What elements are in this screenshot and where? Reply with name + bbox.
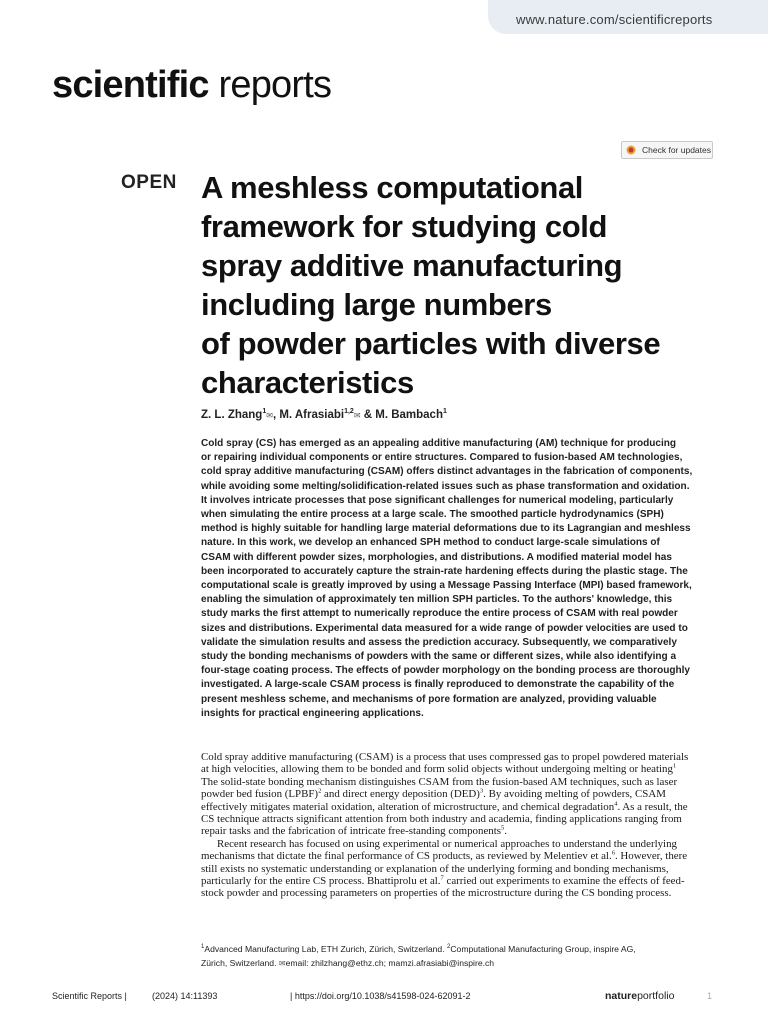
abstract-line: study marks the first attempt to numerically reproduce the entire process of CSAM with real powder — [201, 608, 678, 620]
body-text-segment: Cold spray additive manufacturing (CSAM) is a process that uses compressed gas to propel powdered materials — [201, 751, 689, 763]
journal-logo — [52, 64, 331, 107]
author-separator: & — [360, 408, 376, 421]
abstract-line: while avoiding some melting/solidification-related issues such as phase transformation and oxidation. — [201, 480, 690, 492]
abstract-line: computational scale is greatly improved by using a Message Passing Interface (MPI) based framework, — [201, 580, 692, 592]
email-icon[interactable]: ✉ — [353, 410, 361, 420]
citation-ref[interactable]: 2 — [318, 787, 322, 795]
abstract-line: method is highly suitable for handling large material deformations due to its Lagrangian and meshless — [201, 523, 691, 535]
citation-ref[interactable]: 3 — [479, 787, 484, 795]
body-line — [201, 763, 717, 775]
body-line — [201, 813, 717, 825]
check-for-updates-label: Check for updates — [642, 145, 711, 155]
journal-url[interactable]: www.nature.com/scientificreports — [516, 12, 713, 27]
body-text-segment: . — [504, 825, 507, 838]
body-text-segment: . By avoiding melting of powders, CSAM — [483, 788, 666, 801]
author-separator: , — [272, 408, 280, 421]
abstract-line: study the bonding mechanisms of powders with the same or different sizes, while also identifying a — [201, 651, 677, 663]
abstract — [201, 437, 717, 721]
title-line: spray additive manufacturing — [201, 248, 623, 283]
body-text-segment: at high velocities, allowing them to be bonded and form solid objects without undergoing melting or heating — [201, 763, 673, 776]
abstract-line: been incorporated to accurately capture the strain-rate hardening effects during the plastic stage. The — [201, 565, 688, 577]
body-text-segment: carried out experiments to examine the effects of feed- — [443, 875, 685, 888]
body-line — [201, 875, 717, 887]
email-icon: ✉ — [278, 958, 286, 968]
author-affil-sup: 1 — [442, 408, 447, 415]
body-text-segment: stock powder and processing parameters on properties of the microstructure during the CS bonding process. — [201, 887, 672, 900]
citation-ref[interactable]: 6 — [611, 849, 615, 857]
open-access-label: OPEN — [121, 172, 177, 193]
email-icon[interactable]: ✉ — [266, 410, 273, 420]
affiliation-2: Computational Manufacturing Group, inspire AG, — [450, 943, 636, 954]
publisher-light: portfolio — [637, 990, 675, 1002]
title-line: including large numbers — [201, 287, 552, 322]
body-text-segment: CS technique attracts significant attention from both industry and academia, finding applications ranging from — [201, 813, 682, 826]
abstract-line: cold spray additive manufacturing (CSAM) offers distinct advantages in the fabrication of components, — [201, 466, 693, 478]
page-number: 1 — [707, 991, 713, 1001]
citation-ref[interactable]: 7 — [440, 874, 444, 882]
email-addresses[interactable]: email: zhilzhang@ethz.ch; mamzi.afrasiabi@inspire.ch — [285, 957, 495, 968]
body-text-segment: The solid-state bonding mechanism distinguishes CSAM from the fusion-based AM techniques, such as laser — [201, 775, 678, 788]
title-line: A meshless computational — [201, 170, 584, 205]
publisher-bold: nature — [605, 990, 638, 1002]
author-list — [201, 408, 447, 421]
footer-doi-link[interactable]: | https://doi.org/10.1038/s41598-024-62091-2 — [290, 991, 471, 1001]
abstract-line: present meshless scheme, and mechanisms of pore formation are analyzed, providing valuable — [201, 693, 657, 705]
body-text-segment: powder bed fusion (LPBF) — [201, 788, 319, 801]
author-name[interactable]: M. Afrasiabi — [279, 408, 345, 421]
title-line: characteristics — [201, 365, 414, 400]
journal-name-bold: scientific — [52, 64, 209, 106]
affiliation-2-city: Zürich, Switzerland. — [201, 957, 279, 968]
abstract-line: sizes and distributions. Experimental data measured for a wide range of powder velocities are used to — [201, 622, 688, 634]
abstract-line: It involves intricate processes that pose significant challenges for numerical modeling, particularly — [201, 494, 674, 506]
body-line — [201, 838, 717, 850]
footer-volume: (2024) 14:11393 — [152, 991, 218, 1001]
abstract-line: when simulating the entire process at a large scale. The smoothed particle hydrodynamics (SPH) — [201, 509, 664, 521]
body-text-segment: and direct energy deposition (DED) — [321, 788, 480, 801]
url-tab — [488, 0, 768, 34]
citation-ref[interactable]: 4 — [614, 800, 618, 807]
body-text-segment: repair tasks and the fabrication of intricate free-standing components — [201, 825, 501, 838]
body-text-segment: . As a result, the — [617, 800, 688, 813]
abstract-line: nature. In this work, we develop an enhanced SPH method to conduct large-scale simulations of — [201, 537, 660, 549]
abstract-line: insights for practical engineering applications. — [201, 707, 424, 719]
affil-sup: 1 — [201, 944, 205, 950]
body-text-segment: Recent research has focused on using experimental or numerical approaches to understand the underlying — [217, 837, 677, 850]
abstract-line: Cold spray (CS) has emerged as an appealing additive manufacturing (AM) technique for producing — [201, 438, 677, 449]
body-line — [201, 863, 717, 875]
body-line — [201, 751, 717, 763]
author-name[interactable]: Z. L. Zhang — [201, 408, 263, 421]
affiliation-1: Advanced Manufacturing Lab, ETH Zurich, Zürich, Switzerland. — [204, 943, 447, 954]
citation-ref[interactable]: 1 — [672, 762, 677, 770]
author-affil-sup: 1,2 — [344, 408, 354, 415]
body-text-segment: mechanisms that dictate the final performance of CS products, as reviewed by Melentiev et al. — [201, 850, 612, 863]
body-line — [201, 850, 717, 862]
page-footer — [52, 991, 716, 1005]
title-line: of powder particles with diverse — [201, 326, 661, 361]
body-text-segment: . However, there — [614, 850, 688, 863]
affil-sup: 2 — [447, 944, 451, 950]
abstract-line: investigated. A large-scale CSAM process is finally reproduced to demonstrate the capability of the — [201, 679, 675, 691]
body-text — [201, 751, 717, 900]
body-line — [201, 887, 717, 899]
header-url-bar — [0, 0, 768, 38]
affiliations — [201, 940, 717, 971]
body-text-segment: still exists no systematic understanding or explanation of the underlying forming and bonding mechanisms, — [201, 862, 669, 875]
article-title — [201, 168, 721, 402]
check-for-updates-button[interactable] — [621, 141, 713, 159]
check-updates-icon — [626, 145, 636, 155]
body-line — [201, 776, 717, 788]
citation-ref[interactable]: 5 — [500, 824, 505, 832]
body-line — [201, 801, 717, 813]
publisher-logo — [605, 990, 674, 1002]
abstract-line: enabling the simulation of approximately ten million SPH particles. To the authors' knowledge, this — [201, 594, 673, 606]
author-affil-sup: 1 — [262, 408, 267, 415]
body-line — [201, 788, 717, 800]
author-name[interactable]: M. Bambach — [375, 408, 443, 421]
body-text-segment: particularly for the entire CS process. Bhattiprolu et al. — [201, 875, 441, 888]
body-line — [201, 825, 717, 837]
journal-name-light: reports — [218, 64, 332, 106]
title-line: framework for studying cold — [201, 209, 608, 244]
abstract-line: four-stage coating process. The effects of powder morphology on the bonding process are thoroughly — [201, 665, 690, 677]
body-text-segment: effectively mitigates material oxidation, alteration of microstructure, and chemical degradation — [201, 800, 615, 813]
footer-journal: Scientific Reports | — [52, 991, 127, 1001]
abstract-line: CSAM with different powder sizes, morphologies, and distributions. A modified material model has — [201, 551, 672, 563]
abstract-line: validate the simulation results and assess the prediction accuracy. Subsequently, we comparatively — [201, 636, 677, 648]
abstract-line: or repairing individual components or entire structures. Compared to fusion-based AM technologies, — [201, 452, 683, 464]
